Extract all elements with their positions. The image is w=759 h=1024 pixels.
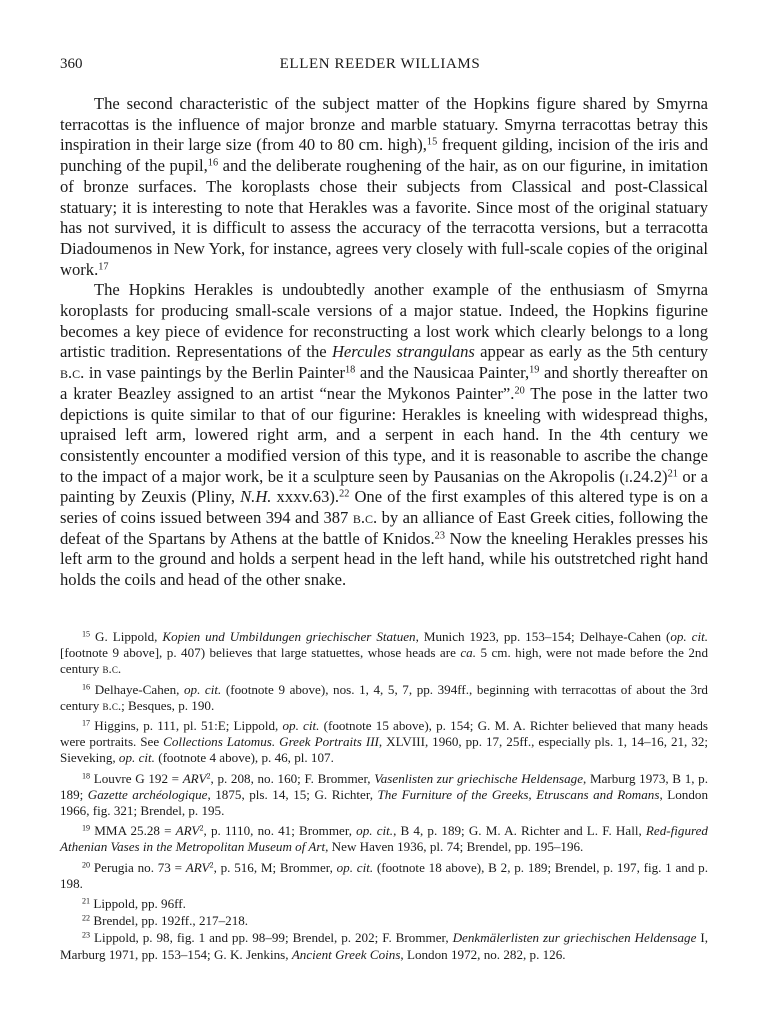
footnote-19: $^{19}$ MMA $25.28 = ARV^2$, p. 1110, no. 41; Brommer, op. cit., B 4, p. 189; G. M. A. Richter and L. F. Hall, Red-figured Athenian Vases in the Metropolitan Museum of Art, New Haven 1936, pl. 74; Brendel, pp. 195–196. — [60, 823, 708, 855]
footnote-ref[interactable]: 19 — [529, 364, 540, 376]
body-text — [60, 94, 708, 591]
footnote-15: $^{15}$ G. Lippold, Kopien und Umbildungen griechischer Statuen, Munich 1923, pp. 153–154; Delhaye-Cahen (op. cit. [footnote 9 above], p. 407) believes that large statuettes, whose heads are ca. 5 cm. high, were not made before the 2nd century b.c. — [60, 629, 708, 677]
footnote-18: $^{18}$ Louvre G $192 = ARV^2$, p. 208, no. 160; F. Brommer, Vasenlisten zur griechische Heldensage, Marburg 1973, B 1, p. 189; Gazette archéologique, 1875, pls. 14, 15; G. Richter, The Furniture of the Greeks, Etruscans and Romans, London 1966, fig. 321; Brendel, p. 195. — [60, 770, 708, 819]
running-head: ELLEN REEDER WILLIAMS — [279, 56, 481, 72]
footnote-ref[interactable]: 23 — [434, 530, 445, 542]
footnote-21: $^{21}$ Lippold, pp. 96ff. — [82, 896, 186, 912]
footnote-16: $^{16}$ Delhaye-Cahen, op. cit. (footnote 9 above), nos. 1, 4, 5, 7, pp. 394ff., beginning with terracottas of about the 3rd century b.c.; Besques, p. 190. — [60, 681, 708, 713]
footnote-23: $^{23}$ Lippold, p. 98, fig. 1 and pp. 98–99; Brendel, p. 202; F. Brommer, Denkmälerlisten zur griechischen Heldensage I, Marburg 1971, pp. 153–154; G. K. Jenkins, Ancient Greek Coins, London 1972, no. 282, p. 126. — [60, 930, 708, 962]
page-number: 360 — [60, 56, 83, 72]
page-header — [60, 56, 700, 78]
body-paragraph: The second characteristic of the subject matter of the Hopkins figure shared by Smyrna terracottas is the influence of major bronze and marble statuary. Smyrna terracottas betray this inspiration in their large size (from 40 to 80 cm. high),$^{15}$ frequent gilding, incision of the iris and punching of the pupil,$^{16}$ and the deliberate roughening of the hair, as on our figurine, in imitation of bronze surfaces. The koroplasts chose their subjects from Classical and post-Classical statuary; it is interesting to note that Herakles was a favorite. Since most of the original statuary has not survived, it is difficult to assess the accuracy of the terracotta versions, but a terracotta Diadoumenos in New York, for instance, agrees very closely with full-scale copies of the original work.$^{17}$ — [60, 94, 708, 279]
footnote-ref[interactable]: 22 — [339, 488, 350, 500]
footnote-ref[interactable]: 21 — [667, 468, 678, 479]
footnote-ref[interactable]: 16 — [207, 157, 219, 169]
footnote-ref[interactable]: 20 — [514, 385, 525, 397]
footnote-ref[interactable]: 18 — [345, 364, 356, 376]
footnote-ref[interactable]: 17 — [98, 260, 109, 272]
footnote-20: $^{20}$ Perugia no. $73 = ARV^2$, p. 516, M; Brommer, op. cit. (footnote 18 above), B 2, p. 189; Brendel, p. 197, fig. 1 and p. 198. — [60, 859, 708, 891]
footnote-ref[interactable]: 15 — [426, 136, 438, 148]
footnote-22: $^{22}$ Brendel, pp. 192ff., 217–218. — [82, 913, 249, 929]
footnote-17: $^{17}$ Higgins, p. 111, pl. 51:E; Lippold, op. cit. (footnote 15 above), p. 154; G. M. A. Richter believed that many heads were portraits. See Collections Latomus. Greek Portraits III, XLVIII, 1960, pp. 17, 25ff., especially pls. 1, 14–16, 21, 32; Sieveking, op. cit. (footnote 4 above), p. 46, pl. 107. — [60, 718, 709, 766]
footnotes — [60, 629, 708, 967]
body-paragraph: The Hopkins Herakles is undoubtedly another example of the enthusiasm of Smyrna koroplasts for producing small-scale versions of a major statue. Indeed, the Hopkins figurine becomes a key piece of evidence for reconstructing a lost work which clearly belongs to a long artistic tradition. Representations of the Hercules strangulans appear as early as the 5th century b.c. in vase paintings by the Berlin Painter$^{18}$ and the Nausicaa Painter,$^{19}$ and shortly thereafter on a krater Beazley assigned to an artist “near the Mykonos Painter”.$^{20}$ The pose in the latter two depictions is quite similar to that of our figurine: Herakles is kneeling with widespread thighs, upraised left arm, lowered right arm, and a serpent in each hand. In the 4th century we consistently encounter a modified version of this type, and it is reasonable to ascribe the change to the impact of a major work, be it a sculpture seen by Pausanias on the Akropolis $(i.24.2)^{21}$ or a painting by Zeuxis (Pliny, N.H. xxxv.63).$^{22}$ One of the first examples of this altered type is on a series of coins issued between 394 and 387 b.c. by an alliance of East Greek cities, following the defeat of the Spartans by Athens at the battle of Knidos.$^{23}$ Now the kneeling Herakles presses his left arm to the ground and holds a serpent head in the left hand, while his outstretched right hand holds the coils and head of the other snake. — [60, 280, 709, 590]
